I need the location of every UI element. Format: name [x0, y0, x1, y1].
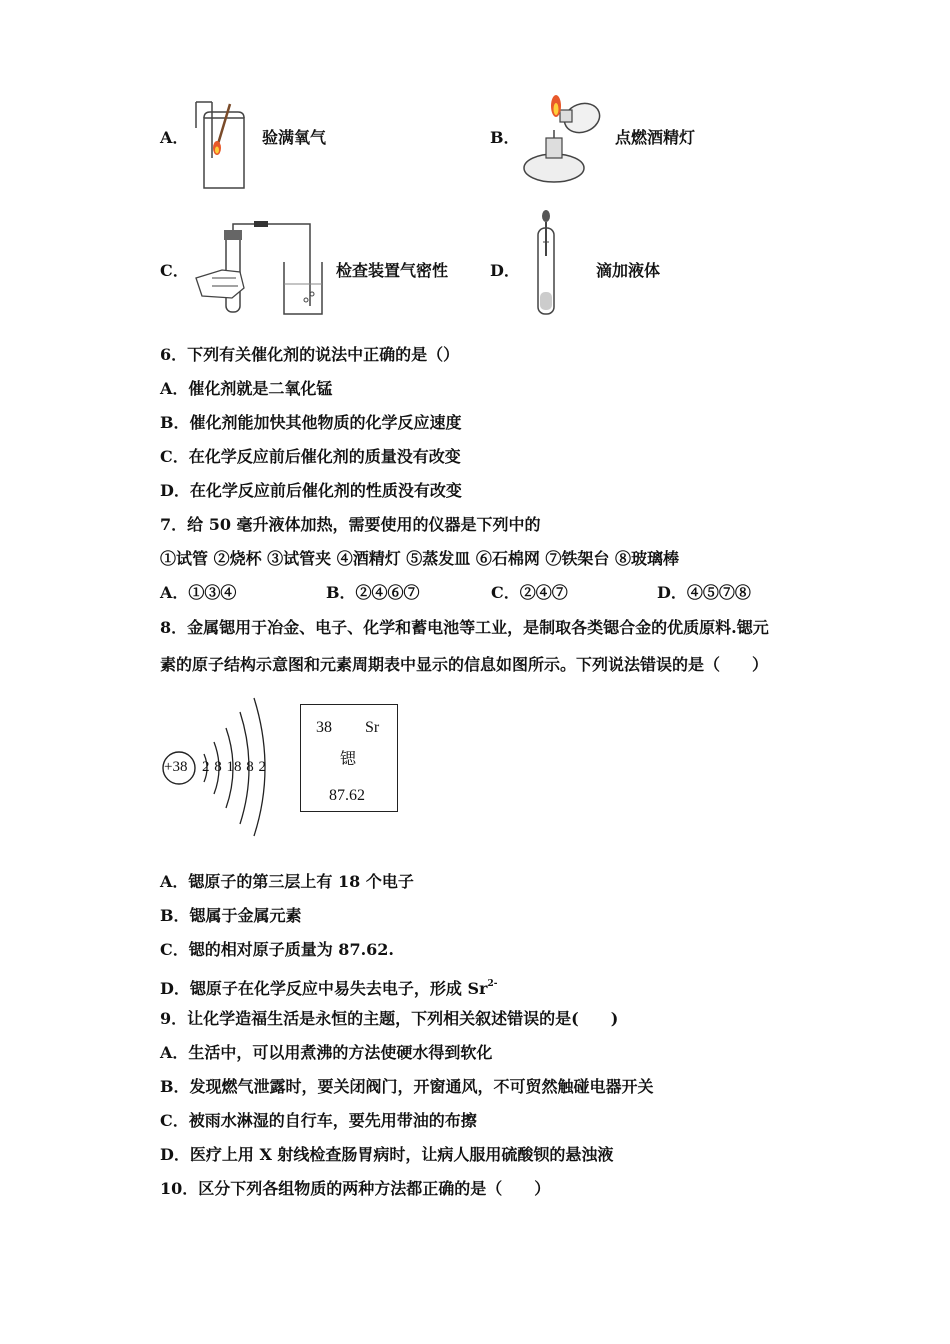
q7-option-a: A．①③④ [160, 583, 237, 602]
q8-stem-line2: 素的原子结构示意图和元素周期表中显示的信息如图所示。下列说法错误的是（ ） [160, 655, 769, 674]
q8-option-d-text: D．锶原子在化学反应中易失去电子，形成 Sr [160, 979, 488, 998]
q9-option-b: B．发现燃气泄露时，要关闭阀门，开窗通风，不可贸然触碰电器开关 [160, 1077, 654, 1096]
element-atomic-number: 38 [316, 719, 332, 736]
q8-option-b: B．锶属于金属元素 [160, 906, 302, 925]
q6-option-c: C．在化学反应前后催化剂的质量没有改变 [160, 447, 461, 466]
q9-option-d: D．医疗上用 X 射线检查肠胃病时，让病人服用硫酸钡的悬浊液 [160, 1145, 614, 1164]
q7-option-d: D．④⑤⑦⑧ [657, 583, 751, 602]
q7-items: ①试管 ②烧杯 ③试管夹 ④酒精灯 ⑤蒸发皿 ⑥石棉网 ⑦铁架台 ⑧玻璃棒 [160, 549, 679, 568]
atom-nucleus-charge: +38 [164, 759, 188, 775]
q5-option-b-label: 点燃酒精灯 [615, 128, 696, 147]
q6-stem: 6．下列有关催化剂的说法中正确的是（） [160, 345, 460, 364]
atom-shell-electrons: 2 8 18 8 2 [202, 759, 266, 775]
element-cell [300, 704, 398, 812]
q6-option-b: B．催化剂能加快其他物质的化学反应速度 [160, 413, 462, 432]
q5-option-b-letter: B． [490, 128, 520, 147]
q8-stem-line1: 8．金属锶用于冶金、电子、化学和蓄电池等工业，是制取各类锶合金的优质原料.锶元 [160, 618, 769, 637]
element-atomic-mass: 87.62 [329, 787, 365, 804]
q8-option-d [160, 974, 497, 999]
q5-option-d-letter: D． [490, 261, 520, 280]
q5-option-d-label: 滴加液体 [596, 261, 661, 280]
q7-stem: 7．给 50 毫升液体加热，需要使用的仪器是下列中的 [160, 515, 541, 534]
q9-option-a: A．生活中，可以用煮沸的方法使硬水得到软化 [160, 1043, 493, 1062]
q10-stem: 10．区分下列各组物质的两种方法都正确的是（ ） [160, 1179, 551, 1198]
q7-option-c: C．②④⑦ [491, 583, 568, 602]
alcohol-lamp-icon [520, 88, 612, 188]
q8-option-a: A．锶原子的第三层上有 18 个电子 [160, 872, 414, 891]
q5-option-c-letter: C． [160, 261, 189, 280]
dropper-tube-icon [534, 208, 558, 318]
q8-option-c: C．锶的相对原子质量为 87.62. [160, 940, 394, 959]
q7-option-b: B．②④⑥⑦ [326, 583, 420, 602]
q5-option-a-letter: A． [160, 128, 189, 147]
q6-option-d: D．在化学反应前后催化剂的性质没有改变 [160, 481, 462, 500]
q8-option-d-superscript: 2- [487, 979, 498, 989]
airtightness-apparatus-icon [192, 218, 332, 318]
oxygen-bottle-icon [190, 98, 250, 193]
q9-stem: 9．让化学造福生活是永恒的主题，下列相关叙述错误的是( ) [160, 1009, 619, 1028]
element-symbol: Sr [365, 719, 380, 736]
q6-option-a: A．催化剂就是二氧化锰 [160, 379, 333, 398]
q9-option-c: C．被雨水淋湿的自行车，要先用带油的布擦 [160, 1111, 477, 1130]
q5-option-a-label: 验满氧气 [262, 128, 327, 147]
q5-option-c-label: 检查装置气密性 [336, 261, 449, 280]
element-name: 锶 [340, 751, 357, 768]
